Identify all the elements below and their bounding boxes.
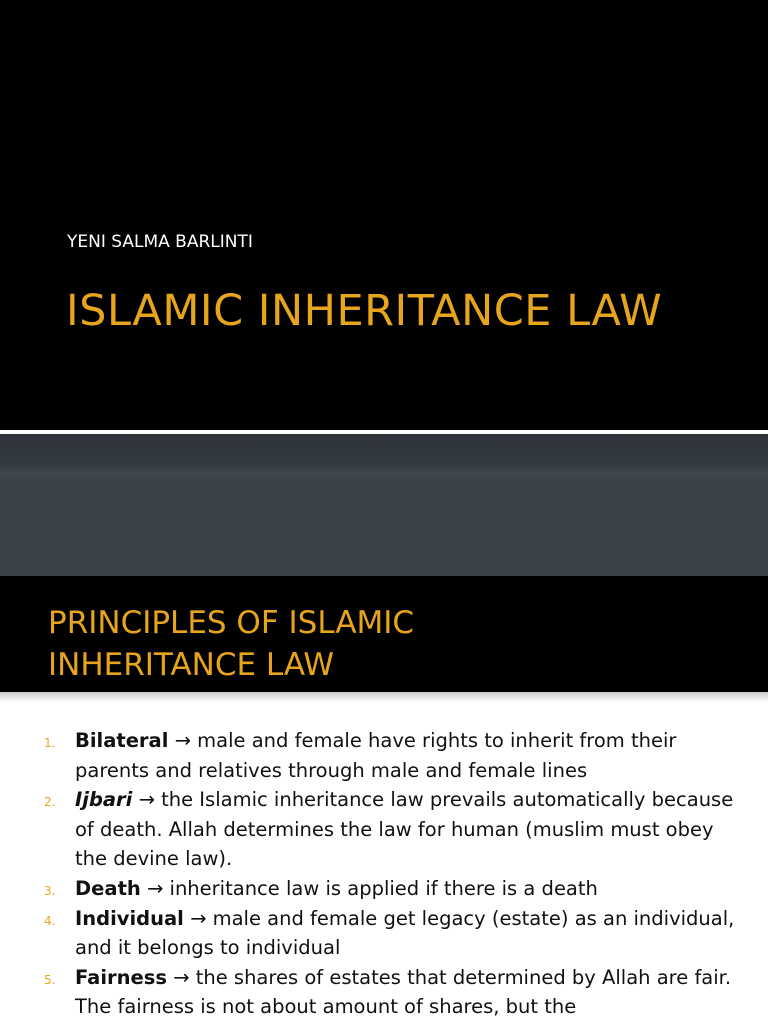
principles-title-line-1: PRINCIPLES OF ISLAMIC	[48, 605, 415, 641]
principle-term: Death	[75, 876, 141, 900]
list-item	[0, 874, 768, 904]
list-number: 2.	[44, 795, 56, 810]
list-number: 4.	[44, 913, 56, 928]
principle-description: the shares of estates that determined by Allah are fair. The fairness is not about amount of shares, but the	[75, 965, 732, 1019]
list-number: 1.	[44, 736, 56, 750]
principle-description: male and female have rights to inherit from their parents and relatives through male and female lines	[75, 729, 677, 782]
list-number: 3.	[44, 883, 56, 898]
arrow-icon: →	[190, 906, 207, 930]
principle-description: the Islamic inheritance law prevails automatically because of death. Allah determines the law for human (muslim must obey the devine law).	[75, 788, 734, 871]
arrow-icon: →	[138, 788, 155, 812]
principles-title-line-2: INHERITANCE LAW	[48, 647, 335, 683]
principle-term: Ijbari	[75, 788, 133, 812]
principles-list	[0, 726, 768, 1022]
arrow-icon: →	[146, 876, 164, 900]
principle-term: Bilateral	[75, 729, 169, 752]
principle-description: inheritance law is applied if there is a death	[163, 876, 598, 900]
slide-gap	[0, 434, 768, 576]
arrow-icon: →	[174, 729, 191, 752]
principle-description: male and female get legacy (estate) as an individual, and it belongs to individual	[75, 906, 735, 960]
author-name: YENI SALMA BARLINTI	[67, 232, 253, 252]
list-number: 5.	[44, 972, 56, 987]
arrow-icon: →	[173, 965, 190, 989]
gap-highlight	[0, 464, 768, 484]
list-item	[0, 726, 768, 785]
list-item	[0, 785, 768, 874]
principle-term: Fairness	[75, 965, 167, 989]
presentation-title: ISLAMIC INHERITANCE LAW	[66, 286, 663, 336]
list-item	[0, 904, 768, 963]
list-item	[0, 963, 768, 1022]
title-slide	[0, 0, 768, 430]
principles-title	[48, 602, 748, 686]
principle-term: Individual	[75, 906, 184, 930]
header-shadow	[0, 692, 768, 702]
